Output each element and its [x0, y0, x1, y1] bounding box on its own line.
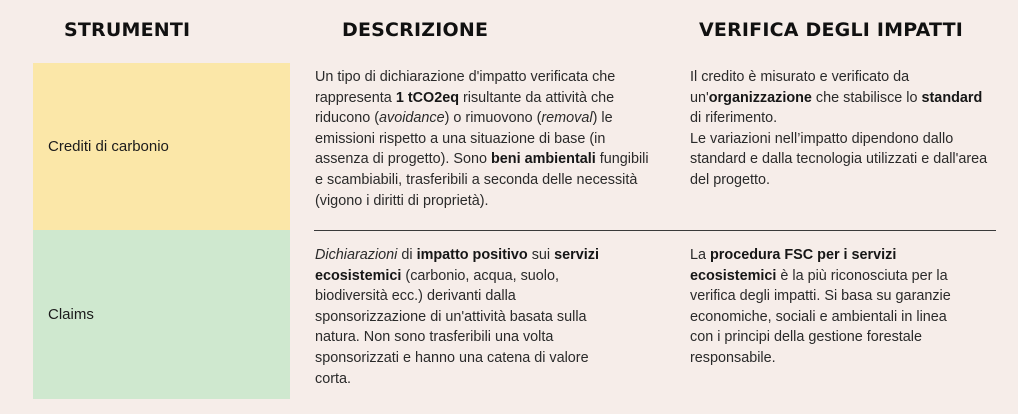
description-claims: Dichiarazioni di impatto positivo sui servizi ecosistemici (carbonio, acqua, suolo, biodiversità ecc.) derivanti dalla sponsorizzazione di un'attività basata sulla natura. Non sono trasferibili una volta sponsorizzati e hanno una catena di valore corta. — [315, 247, 599, 387]
header-descrizione: DESCRIZIONE — [342, 19, 489, 41]
header-verifica: VERIFICA DEGLI IMPATTI — [699, 19, 964, 41]
row-label-text: Claims — [48, 306, 94, 323]
verification-crediti: Il credito è misurato e verificato da un'organizzazione che stabilisce lo standard di riferimento. Le variazioni nell’impatto dipendono dallo standard e dalla tecnologia utilizzati e dall'area del progetto. — [690, 69, 988, 188]
row-label-claims — [33, 230, 290, 399]
row-label-text: Crediti di carbonio — [48, 138, 169, 155]
description-crediti: Un tipo di dichiarazione d'impatto verificata che rappresenta 1 tCO2eq risultante da attività che riducono (avoidance) o rimuovono (removal) le emissioni rispetto a una situazione di base (in assenza di progetto). Sono beni ambientali fungibili e scambiabili, trasferibili a seconda delle necessità (vigono i diritti di proprietà). — [315, 69, 649, 209]
row-divider — [314, 230, 996, 231]
verification-claims: La procedura FSC per i servizi ecosistemici è la più riconosciuta per la verifica degli impatti. Si basa su garanzie economiche, sociali e ambientali in linea con i principi della gestione forestale responsabile. — [690, 247, 951, 366]
header-strumenti: STRUMENTI — [64, 19, 191, 41]
row-label-crediti — [33, 63, 290, 230]
